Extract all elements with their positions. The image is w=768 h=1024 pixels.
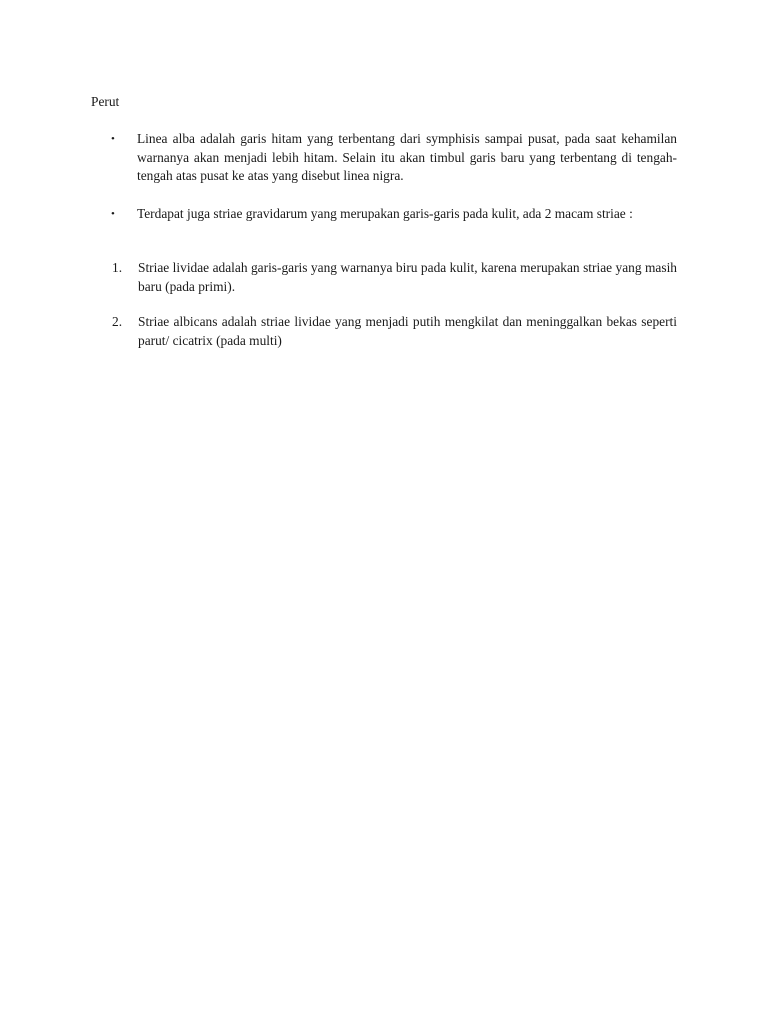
section-heading: Perut — [91, 94, 120, 109]
bullet-item — [110, 205, 677, 224]
bullet-marker: • — [111, 208, 115, 220]
numbered-text: Striae albicans adalah striae lividae yang menjadi putih mengkilat dan meninggalkan bekas seperti parut/ cicatrix (pada multi) — [138, 314, 677, 348]
bullet-item — [110, 130, 677, 186]
numbered-text: Striae lividae adalah garis-garis yang warnanya biru pada kulit, karena merupakan striae yang masih baru (pada primi). — [138, 260, 677, 294]
bullet-text: Linea alba adalah garis hitam yang terbentang dari symphisis sampai pusat, pada saat kehamilan warnanya akan menjadi lebih hitam. Selain itu akan timbul garis baru yang terbentang di tengah-tengah atas pusat ke atas yang disebut linea nigra. — [137, 131, 677, 183]
numbered-item — [110, 313, 677, 350]
number-marker: 2. — [112, 314, 123, 329]
bullet-marker: • — [111, 133, 115, 145]
number-marker: 1. — [112, 260, 123, 275]
bullet-text: Terdapat juga striae gravidarum yang merupakan garis-garis pada kulit, ada 2 macam striae : — [137, 206, 633, 221]
numbered-item — [110, 259, 677, 296]
